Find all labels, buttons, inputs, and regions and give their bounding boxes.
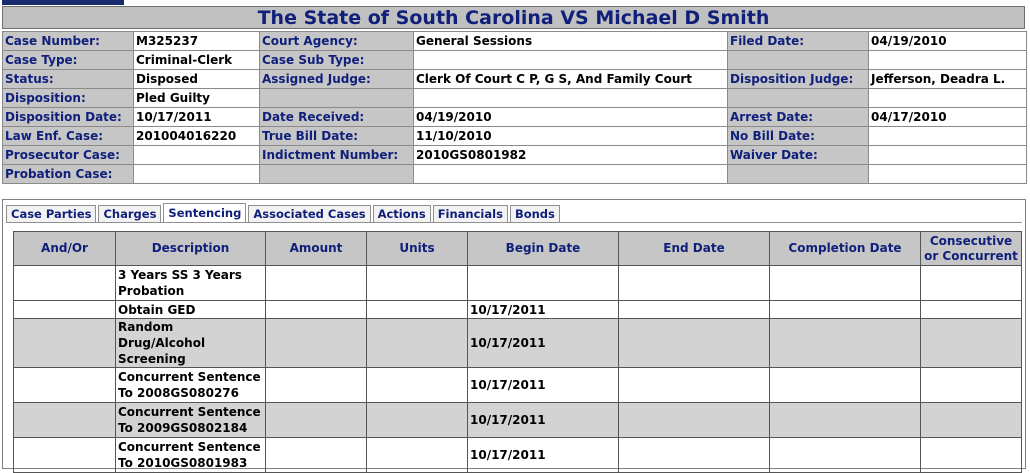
disposition-judge-label: Disposition Judge:: [728, 70, 869, 89]
no-bill-date-label: No Bill Date:: [728, 127, 869, 146]
tab-case-parties[interactable]: Case Parties: [6, 205, 96, 223]
date-received-value: 04/19/2010: [414, 108, 728, 127]
case-type-value: Criminal-Clerk: [134, 51, 260, 70]
tab-bar: [6, 205, 562, 223]
disposition-judge-value: Jefferson, Deadra L.: [869, 70, 1027, 89]
cell-begin-date: [468, 266, 619, 301]
cell-begin-date: 10/17/2011: [468, 438, 619, 473]
tab-associated-cases[interactable]: Associated Cases: [248, 205, 370, 223]
disposition-value: Pled Guilty: [134, 89, 260, 108]
column-header-and-or: And/Or: [14, 232, 116, 266]
arrest-date-value: 04/17/2010: [869, 108, 1027, 127]
cell-consecutive: [921, 438, 1022, 473]
filed-date-value: 04/19/2010: [869, 32, 1027, 51]
column-header-end-date: End Date: [619, 232, 770, 266]
column-header-units: Units: [367, 232, 468, 266]
top-nav-block: [2, 0, 124, 5]
cell-completion-date: [770, 266, 921, 301]
cell-and-or: [14, 301, 116, 319]
cell-description: Random Drug/Alcohol Screening: [116, 319, 266, 368]
tab-bonds[interactable]: Bonds: [510, 205, 560, 223]
cell-and-or: [14, 266, 116, 301]
empty-value-cell: [414, 89, 728, 108]
date-received-label: Date Received:: [260, 108, 414, 127]
cell-and-or: [14, 368, 116, 403]
waiver-date-label: Waiver Date:: [728, 146, 869, 165]
cell-consecutive: [921, 403, 1022, 438]
indictment-number-value: 2010GS0801982: [414, 146, 728, 165]
empty-label-cell: [728, 165, 869, 184]
cell-end-date: [619, 266, 770, 301]
cell-end-date: [619, 403, 770, 438]
cell-units: [367, 368, 468, 403]
table-row: [14, 368, 1022, 403]
column-header-begin-date: Begin Date: [468, 232, 619, 266]
table-row: [14, 319, 1022, 368]
sentencing-table: [13, 231, 1022, 473]
tab-panel: [2, 199, 1026, 469]
cell-consecutive: [921, 301, 1022, 319]
cell-units: [367, 301, 468, 319]
tab-divider: [6, 222, 1022, 223]
case-sub-type-value: [414, 51, 728, 70]
cell-completion-date: [770, 301, 921, 319]
law-enf-case-label: Law Enf. Case:: [3, 127, 134, 146]
cell-units: [367, 403, 468, 438]
cell-and-or: [14, 319, 116, 368]
cell-description: 3 Years SS 3 Years Probation: [116, 266, 266, 301]
column-header-description: Description: [116, 232, 266, 266]
case-type-label: Case Type:: [3, 51, 134, 70]
empty-label-cell: [260, 165, 414, 184]
cell-consecutive: [921, 368, 1022, 403]
cell-begin-date: 10/17/2011: [468, 368, 619, 403]
table-row: [14, 301, 1022, 319]
no-bill-date-value: [869, 127, 1027, 146]
true-bill-date-value: 11/10/2010: [414, 127, 728, 146]
empty-label-cell: [728, 89, 869, 108]
law-enf-case-value: 201004016220: [134, 127, 260, 146]
case-title: The State of South Carolina VS Michael D Smith: [2, 6, 1025, 29]
cell-amount: [266, 266, 367, 301]
waiver-date-value: [869, 146, 1027, 165]
filed-date-label: Filed Date:: [728, 32, 869, 51]
column-header-consecutive-or-concurrent: Consecutive or Concurrent: [921, 232, 1022, 266]
empty-value-cell: [869, 165, 1027, 184]
cell-completion-date: [770, 319, 921, 368]
cell-units: [367, 438, 468, 473]
status-label: Status:: [3, 70, 134, 89]
cell-completion-date: [770, 368, 921, 403]
true-bill-date-label: True Bill Date:: [260, 127, 414, 146]
cell-and-or: [14, 403, 116, 438]
assigned-judge-label: Assigned Judge:: [260, 70, 414, 89]
cell-description: Concurrent Sentence To 2010GS0801983: [116, 438, 266, 473]
cell-begin-date: 10/17/2011: [468, 403, 619, 438]
disposition-label: Disposition:: [3, 89, 134, 108]
probation-case-label: Probation Case:: [3, 165, 134, 184]
empty-label-cell: [728, 51, 869, 70]
table-row: [14, 266, 1022, 301]
cell-amount: [266, 368, 367, 403]
status-value: Disposed: [134, 70, 260, 89]
empty-value-cell: [414, 165, 728, 184]
cell-completion-date: [770, 438, 921, 473]
cell-description: Concurrent Sentence To 2008GS080276: [116, 368, 266, 403]
cell-end-date: [619, 301, 770, 319]
tab-financials[interactable]: Financials: [433, 205, 508, 223]
empty-label-cell: [260, 89, 414, 108]
cell-and-or: [14, 438, 116, 473]
indictment-number-label: Indictment Number:: [260, 146, 414, 165]
cell-end-date: [619, 319, 770, 368]
cell-consecutive: [921, 266, 1022, 301]
tab-actions[interactable]: Actions: [373, 205, 431, 223]
cell-completion-date: [770, 403, 921, 438]
cell-amount: [266, 301, 367, 319]
cell-begin-date: 10/17/2011: [468, 319, 619, 368]
case-number-value: M325237: [134, 32, 260, 51]
cell-end-date: [619, 368, 770, 403]
table-row: [14, 403, 1022, 438]
tab-sentencing[interactable]: Sentencing: [163, 203, 246, 223]
cell-amount: [266, 438, 367, 473]
cell-description: Obtain GED: [116, 301, 266, 319]
case-sub-type-label: Case Sub Type:: [260, 51, 414, 70]
table-row: [14, 438, 1022, 473]
cell-description: Concurrent Sentence To 2009GS0802184: [116, 403, 266, 438]
disposition-date-label: Disposition Date:: [3, 108, 134, 127]
prosecutor-case-label: Prosecutor Case:: [3, 146, 134, 165]
assigned-judge-value: Clerk Of Court C P, G S, And Family Court: [414, 70, 728, 89]
cell-units: [367, 266, 468, 301]
empty-value-cell: [869, 51, 1027, 70]
case-number-label: Case Number:: [3, 32, 134, 51]
disposition-date-value: 10/17/2011: [134, 108, 260, 127]
cell-end-date: [619, 438, 770, 473]
cell-amount: [266, 403, 367, 438]
cell-amount: [266, 319, 367, 368]
prosecutor-case-value: [134, 146, 260, 165]
cell-begin-date: 10/17/2011: [468, 301, 619, 319]
court-agency-label: Court Agency:: [260, 32, 414, 51]
cell-units: [367, 319, 468, 368]
cell-consecutive: [921, 319, 1022, 368]
court-agency-value: General Sessions: [414, 32, 728, 51]
column-header-amount: Amount: [266, 232, 367, 266]
case-info-table: [2, 31, 1027, 184]
arrest-date-label: Arrest Date:: [728, 108, 869, 127]
column-header-completion-date: Completion Date: [770, 232, 921, 266]
tab-charges[interactable]: Charges: [98, 205, 161, 223]
empty-value-cell: [869, 89, 1027, 108]
probation-case-value: [134, 165, 260, 184]
